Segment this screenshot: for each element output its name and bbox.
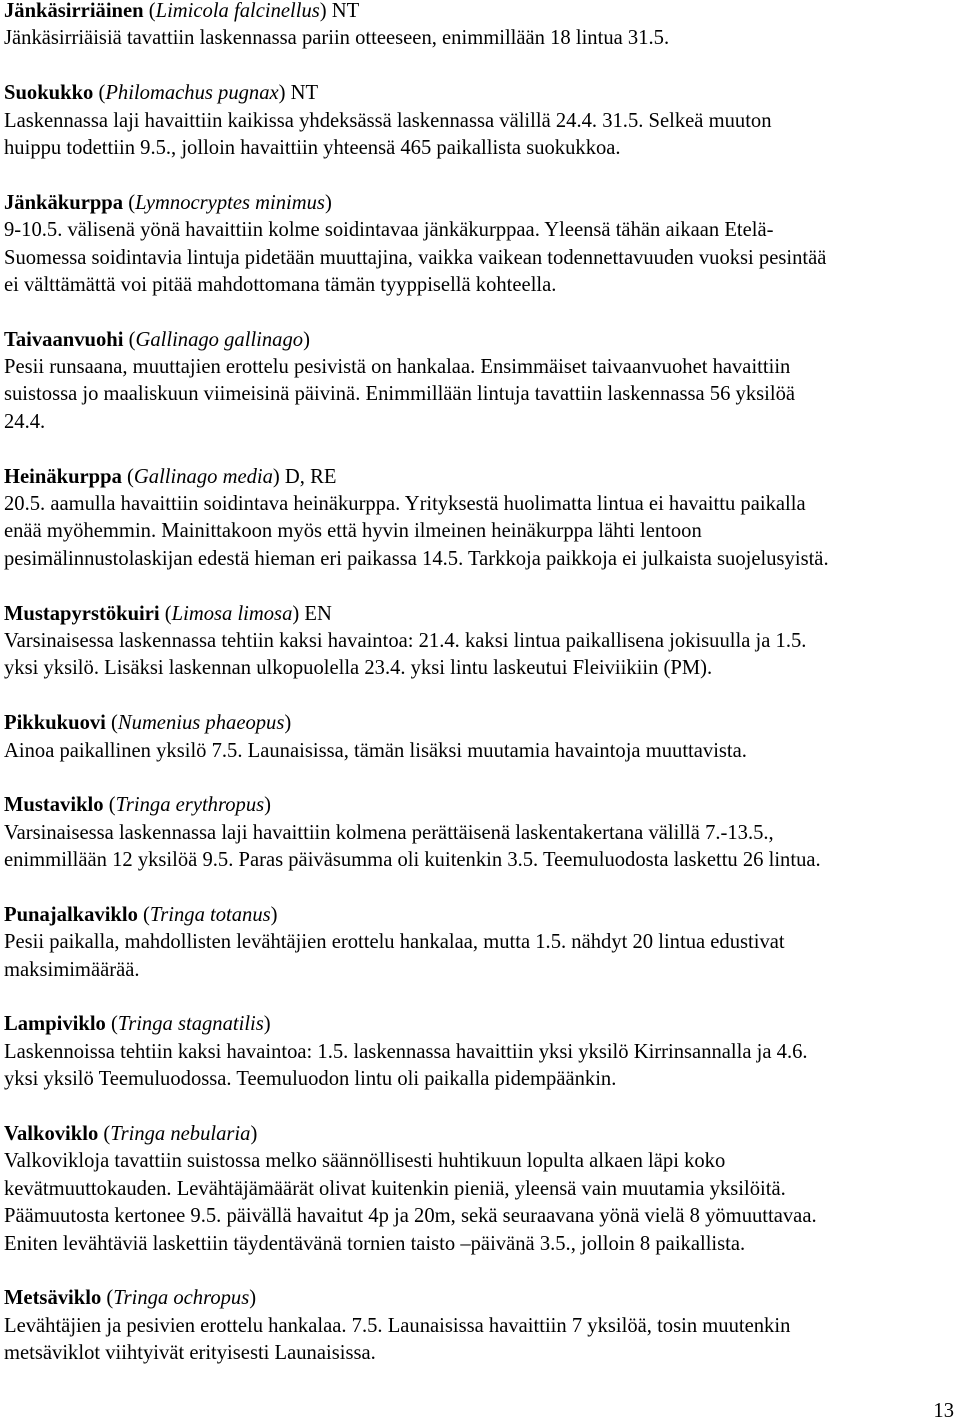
species-entry [4, 464, 956, 574]
species-entry [4, 1011, 956, 1093]
conservation-status: D, RE [279, 465, 337, 488]
body-text-line: enimmillään 12 yksilöä 9.5. Paras päiväsumma oli kuitenkin 3.5. Teemuluodosta laskettu 26 lintua. [4, 849, 821, 872]
body-text-line: Laskennassa laji havaittiin kaikissa yhdeksässä laskennassa välillä 24.4. 31.5. Selkeä muuton [4, 109, 772, 132]
species-entry [4, 190, 956, 300]
body-text-line: Ainoa paikallinen yksilö 7.5. Launaisissa, tämän lisäksi muutamia havaintoja muuttavista. [4, 739, 747, 762]
species-name: Taivaanvuohi [4, 328, 124, 351]
species-name: Mustaviklo [4, 794, 104, 817]
body-text-line: Varsinaisessa laskennassa tehtiin kaksi havaintoa: 21.4. kaksi lintua paikallisena jokisuulla ja 1.5. [4, 629, 807, 652]
body-text-line: yksi yksilö Teemuluodossa. Teemuluodon lintu oli paikalla pidempäänkin. [4, 1068, 617, 1091]
species-heading: Valkoviklo (Tringa nebularia) [4, 1123, 258, 1146]
scientific-name: Tringa ochropus [113, 1287, 250, 1310]
scientific-name: Tringa erythropus [115, 794, 265, 817]
body-text-line: enää myöhemmin. Mainittakoon myös että hyvin ilmeinen heinäkurppa lähti lentoon [4, 520, 702, 543]
body-text-line: huippu todettiin 9.5., jolloin havaittiin yhteensä 465 paikallista suokukkoa. [4, 136, 621, 159]
body-text-line: 20.5. aamulla havaittiin soidintava heinäkurppa. Yrityksestä huolimatta lintua ei havaittu paikalla [4, 493, 806, 516]
body-text-line: suistossa jo maaliskuun viimeisinä päivinä. Enimmillään lintuja tavattiin laskennassa 56 yksilöä [4, 383, 796, 406]
species-entry [4, 0, 956, 53]
scientific-name: Lymnocryptes minimus [135, 191, 325, 214]
species-heading: Mustaviklo (Tringa erythropus) [4, 794, 271, 817]
species-entry [4, 1121, 956, 1258]
body-text-line: Varsinaisessa laskennassa laji havaittiin kolmena perättäisenä laskentakertana välillä 7.-13.5., [4, 821, 774, 844]
conservation-status: EN [299, 602, 332, 625]
species-name: Mustapyrstökuiri [4, 602, 160, 625]
body-text-line: Päämuutosta kertonee 9.5. päivällä havaitut 4p ja 20m, sekä seuraavana yönä vielä 8 yömuuttavaa. [4, 1205, 817, 1228]
species-name: Heinäkurppa [4, 465, 122, 488]
scientific-name: Limosa limosa [171, 602, 293, 625]
species-name: Jänkäsirriäinen [4, 0, 144, 22]
scientific-name: Tringa totanus [149, 903, 271, 926]
body-text-line: Pesii paikalla, mahdollisten levähtäjien erottelu hankalaa, mutta 1.5. nähdyt 20 lintua edustivat [4, 931, 785, 954]
body-text-line: Valkovikloja tavattiin suistossa melko säännöllisesti huhtikuun lopulta alkaen läpi koko [4, 1150, 726, 1173]
body-text-line: pesimälinnustolaskijan edestä hieman eri paikassa 14.5. Tarkkoja paikkoja ei julkaista suojelusyistä. [4, 547, 829, 570]
species-entry [4, 1285, 956, 1367]
species-heading: Jänkäkurppa (Lymnocryptes minimus) [4, 191, 332, 214]
species-entry [4, 710, 956, 765]
body-text-line: Suomessa soidintavia lintuja pidetään muuttajina, vaikka vaikean todennettavuuden vuoksi pesintää [4, 246, 827, 269]
body-text-line: Eniten levähtäviä laskettiin täydentävänä tornien taisto –päivänä 3.5., jolloin 8 paikallista. [4, 1232, 746, 1255]
species-name: Lampiviklo [4, 1013, 106, 1036]
species-entry [4, 902, 956, 984]
document-page [4, 0, 956, 1395]
body-text-line: Jänkäsirriäisiä tavattiin laskennassa pariin otteeseen, enimmillään 18 lintua 31.5. [4, 27, 670, 50]
scientific-name: Numenius phaeopus [117, 712, 285, 735]
conservation-status: NT [326, 0, 360, 22]
species-name: Valkoviklo [4, 1123, 99, 1146]
species-heading: Metsäviklo (Tringa ochropus) [4, 1287, 257, 1310]
species-entry [4, 601, 956, 683]
species-heading: Punajalkaviklo (Tringa totanus) [4, 903, 278, 926]
species-entry [4, 327, 956, 437]
species-entry [4, 80, 956, 162]
species-heading: Suokukko (Philomachus pugnax) NT [4, 82, 319, 105]
scientific-name: Gallinago media [133, 465, 273, 488]
species-name: Metsäviklo [4, 1287, 102, 1310]
species-entry [4, 792, 956, 874]
species-heading: Jänkäsirriäinen (Limicola falcinellus) NT [4, 0, 360, 22]
species-name: Jänkäkurppa [4, 191, 124, 214]
species-heading: Pikkukuovi (Numenius phaeopus) [4, 712, 292, 735]
scientific-name: Tringa nebularia [110, 1123, 251, 1146]
scientific-name: Philomachus pugnax [105, 82, 279, 105]
body-text-line: Laskennoissa tehtiin kaksi havaintoa: 1.5. laskennassa havaittiin yksi yksilö Kirrinsannalla ja 4.6. [4, 1040, 808, 1063]
scientific-name: Limicola falcinellus [155, 0, 320, 22]
body-text-line: kevätmuuttokauden. Levähtäjämäärät olivat kuitenkin pieniä, yleensä vain muutamia yksilöitä. [4, 1177, 786, 1200]
scientific-name: Gallinago gallinago [135, 328, 304, 351]
page-number: 13 [933, 1400, 954, 1422]
body-text-line: 24.4. [4, 410, 46, 433]
body-text-line: metsäviklot viihtyivät erityisesti Launaisissa. [4, 1342, 376, 1365]
body-text-line: Levähtäjien ja pesivien erottelu hankalaa. 7.5. Launaisissa havaittiin 7 yksilöä, tosin muutenkin [4, 1314, 791, 1337]
body-text-line: ei välttämättä voi pitää mahdottomana tämän tyyppisellä kohteella. [4, 273, 557, 296]
species-name: Pikkukuovi [4, 712, 106, 735]
body-text-line: Pesii runsaana, muuttajien erottelu pesivistä on hankalaa. Ensimmäiset taivaanvuohet havaittiin [4, 356, 791, 379]
conservation-status: NT [285, 82, 319, 105]
scientific-name: Tringa stagnatilis [117, 1013, 264, 1036]
species-heading: Taivaanvuohi (Gallinago gallinago) [4, 328, 310, 351]
species-heading: Mustapyrstökuiri (Limosa limosa) EN [4, 602, 332, 625]
body-text-line: maksimimäärää. [4, 958, 140, 981]
species-name: Suokukko [4, 82, 94, 105]
body-text-line: 9-10.5. välisenä yönä havaittiin kolme soidintavaa jänkäkurppaa. Yleensä tähän aikaan Etelä- [4, 219, 774, 242]
body-text-line: yksi yksilö. Lisäksi laskennan ulkopuolella 23.4. yksi lintu laskeutui Fleiviikiin (PM). [4, 657, 713, 680]
species-name: Punajalkaviklo [4, 903, 138, 926]
species-heading: Heinäkurppa (Gallinago media) D, RE [4, 465, 337, 488]
species-heading: Lampiviklo (Tringa stagnatilis) [4, 1013, 271, 1036]
